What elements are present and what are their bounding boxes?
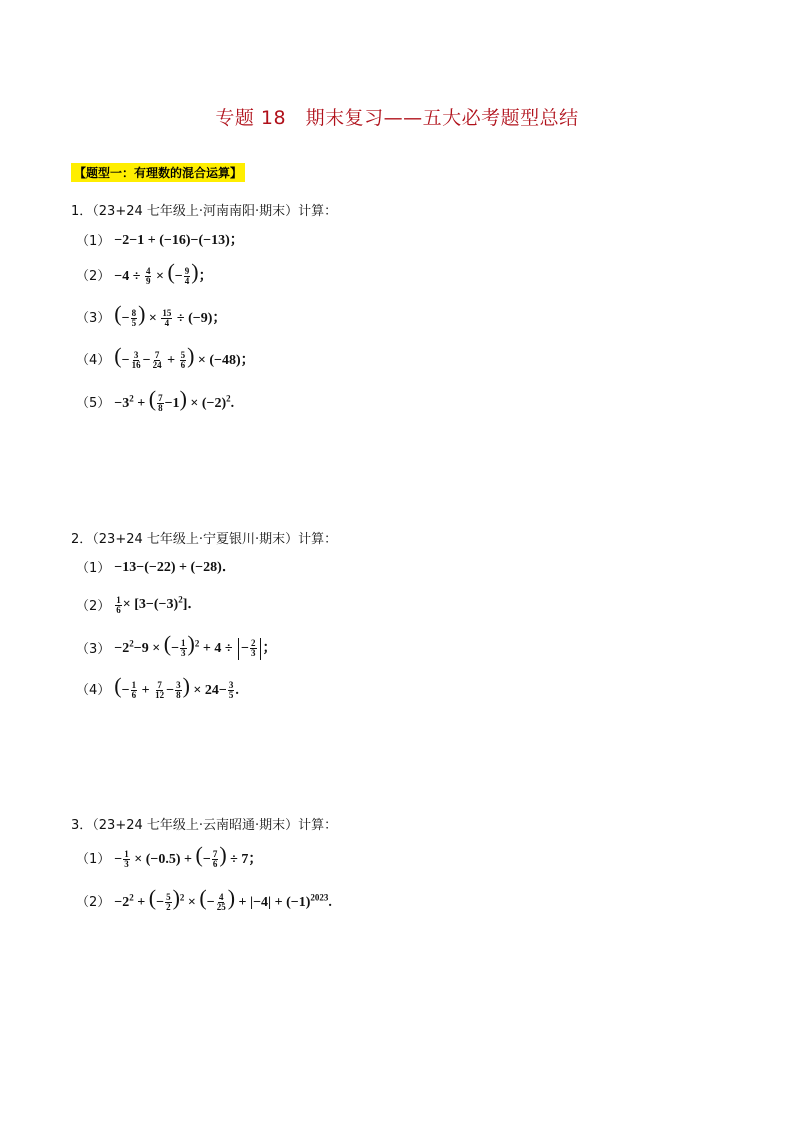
item-label: （3） <box>76 641 111 657</box>
expression: −13−(−22) + (−28)． <box>114 560 236 575</box>
problem-2-heading: 2．（23+24 七年级上·宁夏银川·期末）计算： <box>71 532 338 547</box>
expression: (− $\frac{8}{5}$ ) × $\frac{15}{4}$ ÷ (−9)； <box>114 300 227 329</box>
problem-3-item-1 <box>76 842 262 872</box>
item-label: （2） <box>76 894 111 910</box>
problem-1-item-1 <box>76 224 244 254</box>
item-label: （4） <box>76 682 111 698</box>
item-label: （1） <box>76 233 111 249</box>
expression: −2−1 + (−16)−(−13)； <box>114 233 244 248</box>
problem-2-item-1 <box>76 551 236 581</box>
expression: (− $\frac{3}{16}$ − $\frac{7}{24}$ + $\frac{5}{6}$ ) × (−48)； <box>114 342 255 371</box>
item-label: （4） <box>76 352 111 368</box>
expression: $-2^2$ + (− $\frac{5}{2}$ )$^2$ × (− $\frac{4}{25}$ ) + $|-4| + (-1)^{2023}$. <box>114 884 332 913</box>
item-label: （1） <box>76 560 111 576</box>
expression: −4 ÷ $\frac{4}{9}$ × (− $\frac{9}{4}$ )； <box>114 258 213 287</box>
item-label: （2） <box>76 268 111 284</box>
problem-3-item-2 <box>76 885 332 915</box>
expression: $-3^2$ + ( $\frac{7}{8}$ $-1) \times (-2)^2$. <box>114 385 235 414</box>
page-title: 专题 18 期末复习——五大必考题型总结 <box>215 107 579 129</box>
problem-1-item-5 <box>76 386 234 416</box>
item-label: （2） <box>76 598 111 614</box>
problem-2-item-4 <box>76 673 239 703</box>
item-label: （1） <box>76 851 111 867</box>
item-label: （5） <box>76 395 111 411</box>
expression: (− $\frac{1}{6}$ + $\frac{7}{12}$ − $\frac{3}{8}$ ) × 24− $\frac{3}{5}$ . <box>114 672 239 701</box>
problem-3-heading: 3．（23+24 七年级上·云南昭通·期末）计算： <box>71 818 338 833</box>
expression: $-2^2-9$ × (− $\frac{1}{3}$ )$^2$ + 4 ÷ − $\frac{2}{3}$ ； <box>114 631 277 659</box>
problem-1-item-3 <box>76 301 226 331</box>
problem-2-item-2 <box>76 589 201 619</box>
section-tag: 【题型一：有理数的混合运算】 <box>71 163 245 182</box>
item-label: （3） <box>76 310 111 326</box>
problem-1-item-4 <box>76 343 255 373</box>
expression: − $\frac{1}{3}$ × (−0.5) + (− $\frac{7}{6}$ ) ÷ 7； <box>114 841 263 870</box>
problem-1-heading: 1．（23+24 七年级上·河南南阳·期末）计算： <box>71 204 338 219</box>
expression: $\frac{1}{6}$ × $[3-(-3)^2]$． <box>116 594 202 615</box>
problem-1-item-2 <box>76 259 213 289</box>
problem-2-item-3 <box>76 632 277 662</box>
